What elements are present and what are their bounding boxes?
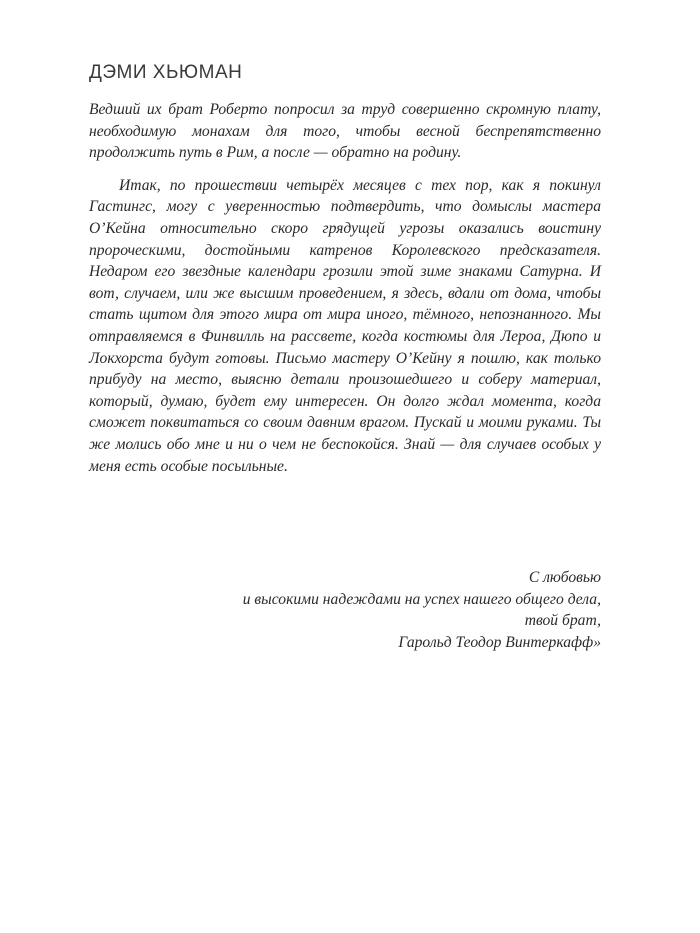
paragraph-1: Ведший их брат Роберто попросил за труд совершенно скромную плату, необходимую монахам для того, чтобы весной беспрепятственно продолжить путь в Рим, а после — обратно на родину. [89, 101, 601, 162]
signature-line-1: С любовью [528, 569, 601, 586]
paragraph-2: Итак, по прошествии четырёх месяцев с тех пор, как я покинул Гастингс, могу с уверенностью подтвердить, что домыслы мастера О’Кейна относительно скоро грядущей угрозы оказались воистину пророческими, достойными катренов Королевского предсказателя. Недаром его звездные календари грозили этой зиме знаками Сатурна. И вот, случаем, или же высшим проведением, я здесь, вдали от дома, чтобы стать щитом для этого мира от мира иного, тёмного, непознанного. Мы отправляемся в Финвилль на рассвете, когда костюмы для Лероа, Дюпо и Локхорста будут готовы. Письмо мастеру О’Кейну я пошлю, как только прибуду на место, выясню детали произошедшего и соберу материал, который, думаю, будет ему интересен. Он долго ждал момента, когда сможет поквитаться со своим давним врагом. Пускай и моими руками. Ты же молись обо мне и ни о чем не беспокойся. Знай — для случаев особых у меня есть особые посыльные. [89, 176, 601, 475]
signature-name: Гарольд Теодор Винтеркафф» [398, 633, 601, 651]
letter-signature [181, 567, 601, 653]
signature-line-3: твой брат, [524, 612, 601, 630]
running-head-author: ДЭМИ ХЬЮМАН [89, 62, 243, 83]
signature-line-2: и высокими надеждами на успех нашего общего дела, [242, 590, 601, 608]
letter-body [89, 99, 601, 488]
